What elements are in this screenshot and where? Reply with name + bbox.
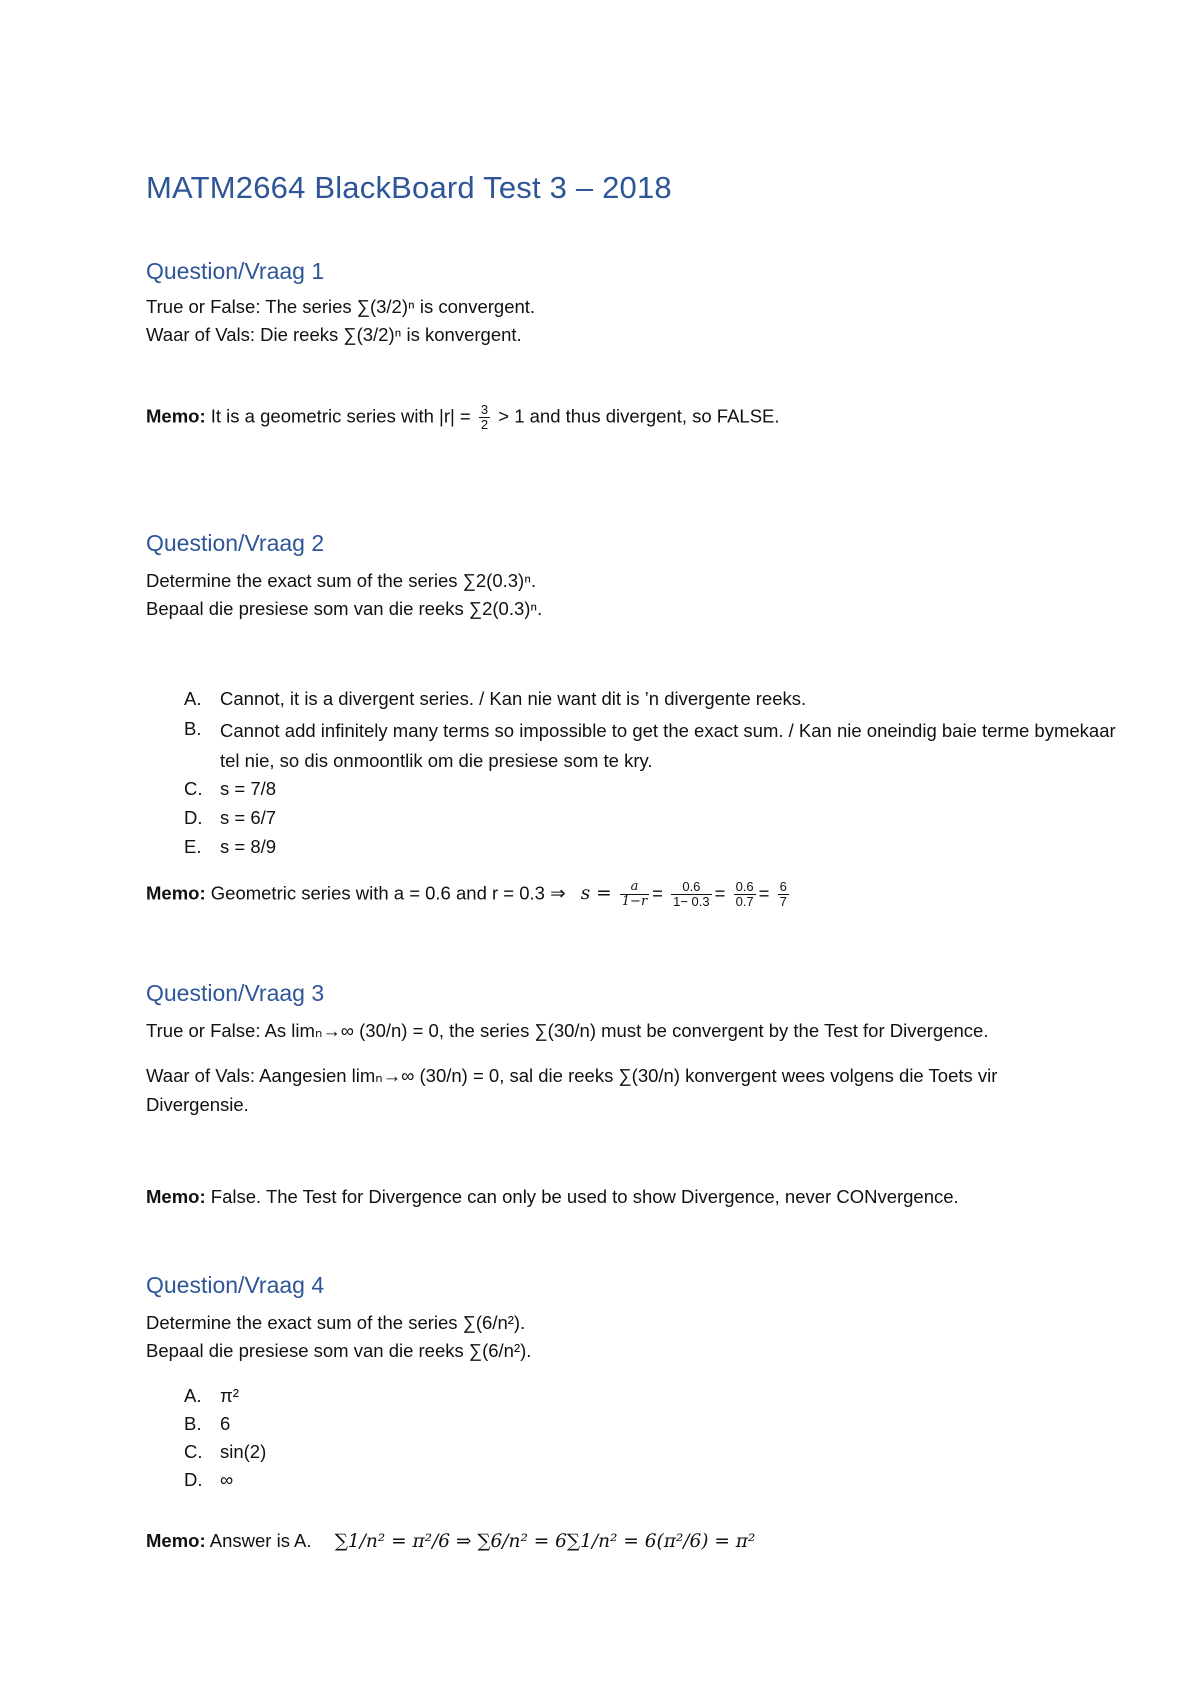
option-letter: D. (184, 807, 203, 828)
memo-label: Memo: (146, 882, 206, 904)
memo-text: Geometric series with a = 0.6 and r = 0.3 ⇒ (210, 882, 566, 904)
option-text: s = 6/7 (220, 807, 277, 828)
option-text: s = 7/8 (220, 778, 277, 799)
fraction-denominator: 7 (779, 894, 787, 909)
memo-s-equals: s = (580, 883, 612, 905)
fraction-denominator: 1−r (621, 894, 648, 909)
fraction-numerator: 0.6 (735, 879, 754, 894)
fraction (734, 880, 756, 909)
option-letter: A. (184, 688, 202, 709)
option-a (184, 686, 806, 712)
option-e (184, 834, 276, 860)
option-text: 6 (220, 1413, 231, 1434)
fraction-numerator: 0.6 (671, 880, 712, 895)
question-1-afrikaans: Waar of Vals: Die reeks ∑(3/2)ⁿ is konvergent. (146, 324, 522, 345)
memo-label: Memo: (146, 405, 206, 427)
option-d (184, 805, 276, 831)
option-b (184, 716, 1140, 776)
option-text: π² (220, 1385, 239, 1406)
question-4-afrikaans: Bepaal die presiese som van die reeks ∑(6/n²). (146, 1340, 532, 1361)
option-a (184, 1383, 239, 1409)
memo-text-post: > 1 and thus divergent, so FALSE. (498, 405, 780, 427)
option-d (184, 1467, 233, 1493)
option-c (184, 1439, 266, 1465)
fraction (671, 880, 712, 909)
fraction (778, 880, 789, 909)
question-2-memo: Memo: Geometric series with a = 0.6 and r = 0.3 ⇒ s = $\frac{a}{1-r}$ = $\frac{0.6}{1- 0.3}$ = $\frac{0.6}{0.7}$ = $\frac{6}{7}$ (146, 879, 787, 909)
question-2-heading: Question/Vraag 2 (146, 530, 325, 556)
option-c (184, 776, 276, 802)
question-4-heading: Question/Vraag 4 (146, 1272, 325, 1298)
fraction-numerator: 3 (480, 402, 489, 417)
question-4-english: Determine the exact sum of the series ∑(6/n²). (146, 1312, 526, 1333)
option-letter: D. (184, 1469, 203, 1490)
memo-label: Memo: (146, 1530, 206, 1551)
fraction-denominator: 0.7 (735, 894, 754, 909)
fraction (620, 880, 649, 909)
fraction-denominator: 2 (480, 417, 489, 432)
option-text: ∞ (220, 1469, 234, 1490)
question-1-english: True or False: The series ∑(3/2)ⁿ is convergent. (146, 296, 536, 317)
option-letter: A. (184, 1385, 202, 1406)
option-letter: C. (184, 778, 203, 799)
option-letter: B. (184, 718, 202, 739)
memo-label: Memo: (146, 1186, 206, 1207)
fraction-denominator: 1− 0.3 (673, 894, 710, 909)
question-3-heading: Question/Vraag 3 (146, 980, 325, 1006)
question-3-afrikaans-line-1: Waar of Vals: Aangesien limₙ→∞ (30/n) = 0, sal die reeks ∑(30/n) konvergent wees volgens die Toets vir (146, 1065, 998, 1086)
page-title: MATM2664 BlackBoard Test 3 – 2018 (146, 170, 672, 205)
option-letter: B. (184, 1413, 202, 1434)
option-text: Cannot add infinitely many terms so impossible to get the exact sum. / Kan nie oneindig baie terme bymekaar tel nie, so dis onmoontlik om die presiese som te kry. (220, 720, 1116, 771)
memo-text: False. The Test for Divergence can only be used to show Divergence, never CONvergence. (210, 1186, 959, 1207)
question-3-afrikaans-line-2: Divergensie. (146, 1094, 249, 1115)
option-letter: E. (184, 836, 202, 857)
question-3-english: True or False: As limₙ→∞ (30/n) = 0, the series ∑(30/n) must be convergent by the Test for Divergence. (146, 1020, 989, 1041)
fraction (479, 403, 490, 432)
option-text: s = 8/9 (220, 836, 277, 857)
question-3-memo (146, 1184, 959, 1210)
option-b (184, 1411, 230, 1437)
question-2-afrikaans: Bepaal die presiese som van die reeks ∑2(0.3)ⁿ. (146, 598, 543, 619)
fraction-numerator: a (620, 880, 649, 895)
fraction-numerator: 6 (779, 879, 787, 894)
memo-math: ∑1/n² = π²/6 ⇒ ∑6/n² = 6∑1/n² = 6(π²/6) = π² (334, 1531, 756, 1552)
question-4-memo (146, 1528, 755, 1555)
question-1-heading: Question/Vraag 1 (146, 258, 325, 284)
option-text: sin(2) (220, 1441, 267, 1462)
memo-text-pre: It is a geometric series with |r| = (210, 405, 471, 427)
option-letter: C. (184, 1441, 203, 1462)
question-2-english: Determine the exact sum of the series ∑2(0.3)ⁿ. (146, 570, 537, 591)
question-1-memo (146, 403, 780, 432)
memo-text: Answer is A. (209, 1530, 312, 1551)
option-text: Cannot, it is a divergent series. / Kan nie want dit is ’n divergente reeks. (220, 688, 807, 709)
